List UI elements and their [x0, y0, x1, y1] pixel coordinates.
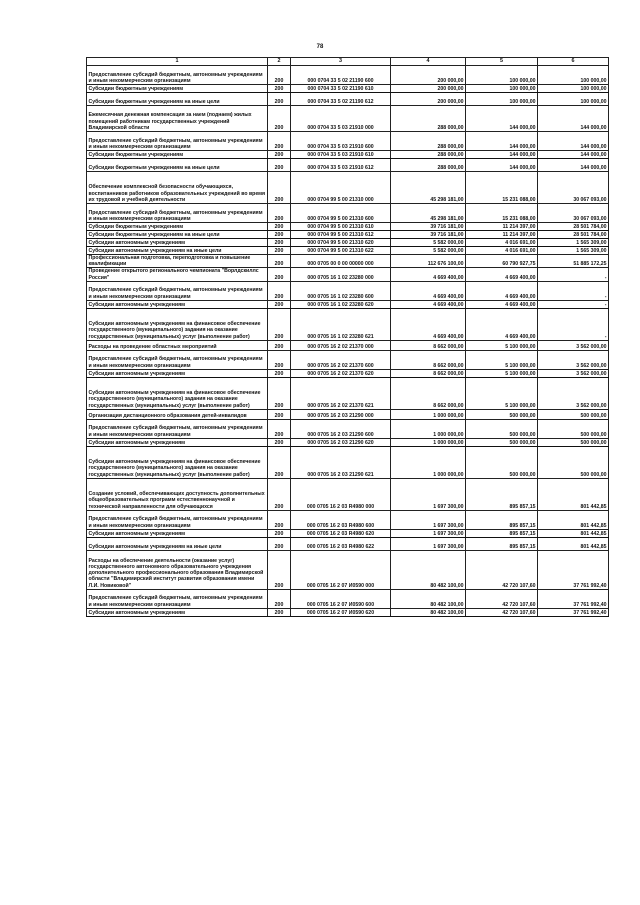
row-code: 200 — [268, 281, 291, 300]
row-value-col6: 500 000,00 — [538, 409, 609, 419]
row-value-col5: 100 000,00 — [466, 66, 538, 85]
row-value-col6: 3 562 000,00 — [538, 369, 609, 377]
row-code: 200 — [268, 608, 291, 616]
table-row — [87, 608, 609, 616]
row-value-col5: 500 000,00 — [466, 409, 538, 419]
row-value-col5: 42 720 107,60 — [466, 608, 538, 616]
row-kbk: 000 0704 33 5 03 21910 000 — [291, 106, 391, 132]
row-kbk: 000 0704 99 5 00 21310 000 — [291, 172, 391, 204]
row-name: Субсидии бюджетным учреждениям — [87, 223, 268, 231]
table-row — [87, 85, 609, 93]
row-code: 200 — [268, 159, 291, 172]
row-value-col4: 4 669 400,00 — [391, 300, 466, 308]
row-kbk: 000 0705 16 1 02 23280 600 — [291, 281, 391, 300]
row-value-col4: 200 000,00 — [391, 85, 466, 93]
column-header: 1 — [87, 58, 268, 66]
row-code: 200 — [268, 589, 291, 608]
row-code: 200 — [268, 308, 291, 340]
row-value-col4: 200 000,00 — [391, 66, 466, 85]
row-kbk: 000 0705 16 1 02 23280 000 — [291, 268, 391, 281]
row-value-col4: 288 000,00 — [391, 151, 466, 159]
row-value-col4: 80 482 100,00 — [391, 589, 466, 608]
row-value-col6: 500 000,00 — [538, 446, 609, 478]
page-number: 78 — [316, 44, 324, 50]
row-value-col5: 5 100 000,00 — [466, 377, 538, 409]
row-value-col5: 100 000,00 — [466, 85, 538, 93]
row-value-col6: 30 067 093,00 — [538, 204, 609, 223]
row-name: Расходы на обеспечение деятельности (оказание услуг) государственного автономного образовательного учреждения дополнительного профессионального образования Владимирской области "Владимирский институт развития образования имени Л.И. Новиковой" — [87, 550, 268, 589]
row-value-col6: 3 562 000,00 — [538, 377, 609, 409]
table-row — [87, 550, 609, 589]
table-row — [87, 223, 609, 231]
row-value-col6: 37 761 992,40 — [538, 608, 609, 616]
row-value-col6: 3 562 000,00 — [538, 350, 609, 369]
row-kbk: 000 0704 33 5 03 21910 612 — [291, 159, 391, 172]
row-value-col5: 5 100 000,00 — [466, 340, 538, 350]
row-value-col6: 801 442,85 — [538, 537, 609, 550]
row-name: Субсидии бюджетным учреждениям на иные цели — [87, 159, 268, 172]
table-row — [87, 377, 609, 409]
row-name: Ежемесячная денежная компенсация за наем (поднаем) жилых помещений работникам государственных учреждений Владимирской области — [87, 106, 268, 132]
table-row — [87, 300, 609, 308]
row-value-col4: 80 482 100,00 — [391, 550, 466, 589]
column-header: 4 — [391, 58, 466, 66]
row-value-col6: - — [538, 300, 609, 308]
row-name: Субсидии автономным учреждениям на иные цели — [87, 537, 268, 550]
row-value-col5: 5 100 000,00 — [466, 350, 538, 369]
row-value-col4: 8 662 000,00 — [391, 369, 466, 377]
table-row — [87, 268, 609, 281]
row-code: 200 — [268, 151, 291, 159]
table-row — [87, 204, 609, 223]
row-name: Предоставление субсидий бюджетным, автономным учреждениям и иным некоммерческим организациям — [87, 204, 268, 223]
budget-table — [86, 57, 609, 617]
row-code: 200 — [268, 255, 291, 268]
row-value-col4: 112 676 100,00 — [391, 255, 466, 268]
row-value-col4: 1 000 000,00 — [391, 446, 466, 478]
row-value-col5: 60 790 927,75 — [466, 255, 538, 268]
table-row — [87, 537, 609, 550]
row-kbk: 000 0704 33 5 03 21910 600 — [291, 132, 391, 151]
row-value-col5: 895 857,15 — [466, 478, 538, 510]
row-value-col4: 4 669 400,00 — [391, 308, 466, 340]
row-kbk: 000 0704 99 5 00 21310 620 — [291, 239, 391, 247]
table-row — [87, 369, 609, 377]
row-code: 200 — [268, 231, 291, 239]
row-kbk: 000 0705 16 2 02 21370 620 — [291, 369, 391, 377]
row-value-col6: 28 501 784,00 — [538, 231, 609, 239]
row-value-col5: 4 016 691,00 — [466, 247, 538, 255]
row-value-col4: 288 000,00 — [391, 132, 466, 151]
table-row — [87, 66, 609, 85]
row-name: Субсидии автономным учреждениям — [87, 300, 268, 308]
row-code: 200 — [268, 377, 291, 409]
row-value-col6: 37 761 992,40 — [538, 589, 609, 608]
table-body — [87, 66, 609, 617]
table-row — [87, 589, 609, 608]
row-code: 200 — [268, 239, 291, 247]
table-row — [87, 255, 609, 268]
row-value-col4: 45 298 181,00 — [391, 204, 466, 223]
row-value-col4: 1 000 000,00 — [391, 419, 466, 438]
row-value-col6: 28 501 784,00 — [538, 223, 609, 231]
column-header: 6 — [538, 58, 609, 66]
row-value-col6: 144 000,00 — [538, 132, 609, 151]
row-value-col6: 801 442,85 — [538, 510, 609, 529]
row-name: Предоставление субсидий бюджетным, автономным учреждениям и иным некоммерческим организациям — [87, 66, 268, 85]
row-kbk: 000 0705 16 2 07 И0590 620 — [291, 608, 391, 616]
row-code: 200 — [268, 247, 291, 255]
row-value-col5: 144 000,00 — [466, 159, 538, 172]
row-name: Предоставление субсидий бюджетным, автономным учреждениям и иным некоммерческим организациям — [87, 132, 268, 151]
row-code: 200 — [268, 204, 291, 223]
row-code: 200 — [268, 66, 291, 85]
row-value-col5: 500 000,00 — [466, 419, 538, 438]
row-value-col4: 1 000 000,00 — [391, 409, 466, 419]
row-value-col4: 1 697 300,00 — [391, 478, 466, 510]
row-value-col5: 42 720 107,60 — [466, 550, 538, 589]
table-row — [87, 510, 609, 529]
row-value-col6: 30 067 093,00 — [538, 172, 609, 204]
row-kbk: 000 0704 99 5 00 21310 610 — [291, 223, 391, 231]
row-code: 200 — [268, 537, 291, 550]
row-value-col6: - — [538, 308, 609, 340]
row-code: 200 — [268, 132, 291, 151]
row-kbk: 000 0705 16 2 03 R4980 600 — [291, 510, 391, 529]
row-value-col5: 100 000,00 — [466, 93, 538, 106]
row-code: 200 — [268, 172, 291, 204]
row-name: Предоставление субсидий бюджетным, автономным учреждениям и иным некоммерческим организациям — [87, 350, 268, 369]
row-value-col4: 8 662 000,00 — [391, 350, 466, 369]
row-value-col6: 37 761 992,40 — [538, 550, 609, 589]
row-value-col6: 801 442,85 — [538, 478, 609, 510]
row-value-col6: 801 442,85 — [538, 529, 609, 537]
row-value-col4: 39 716 181,00 — [391, 223, 466, 231]
row-value-col4: 288 000,00 — [391, 106, 466, 132]
row-name: Субсидии автономным учреждениям — [87, 529, 268, 537]
row-name: Профессиональная подготовка, переподготовка и повышение квалификации — [87, 255, 268, 268]
row-name: Субсидии автономным учреждениям — [87, 608, 268, 616]
row-name: Обеспечение комплексной безопасности обучающихся, воспитанников работников образовательных учреждений во время их трудовой и учебной деятельности — [87, 172, 268, 204]
table-row — [87, 308, 609, 340]
row-value-col6: 51 885 172,25 — [538, 255, 609, 268]
row-value-col4: 39 716 181,00 — [391, 231, 466, 239]
row-code: 200 — [268, 438, 291, 446]
row-value-col5: 4 669 400,00 — [466, 281, 538, 300]
row-value-col4: 8 662 000,00 — [391, 377, 466, 409]
row-code: 200 — [268, 93, 291, 106]
row-value-col5: 42 720 107,60 — [466, 589, 538, 608]
row-name: Расходы на проведение областных мероприятий — [87, 340, 268, 350]
row-kbk: 000 0705 16 2 03 21290 600 — [291, 419, 391, 438]
row-value-col5: 895 857,15 — [466, 510, 538, 529]
table-row — [87, 419, 609, 438]
row-value-col6: 1 565 309,00 — [538, 247, 609, 255]
row-kbk: 000 0705 16 1 02 23280 620 — [291, 300, 391, 308]
row-name: Субсидии автономным учреждениям на финансовое обеспечение государственного (муниципального) задания на оказание государственных (муниципальных) услуг (выполнение работ) — [87, 446, 268, 478]
row-value-col6: 144 000,00 — [538, 159, 609, 172]
column-header: 2 — [268, 58, 291, 66]
row-kbk: 000 0705 16 2 02 21370 600 — [291, 350, 391, 369]
table-row — [87, 231, 609, 239]
row-kbk: 000 0705 16 2 02 21370 621 — [291, 377, 391, 409]
row-code: 200 — [268, 550, 291, 589]
row-name: Предоставление субсидий бюджетным, автономным учреждениям и иным некоммерческим организациям — [87, 281, 268, 300]
row-value-col5: 500 000,00 — [466, 446, 538, 478]
row-kbk: 000 0705 16 2 03 R4980 620 — [291, 529, 391, 537]
row-kbk: 000 0704 33 5 02 21190 610 — [291, 85, 391, 93]
row-value-col6: 1 565 309,00 — [538, 239, 609, 247]
row-name: Субсидии автономным учреждениям на финансовое обеспечение государственного (муниципального) задания на оказание государственных (муниципальных) услуг (выполнение работ) — [87, 377, 268, 409]
row-kbk: 000 0705 16 2 03 21290 620 — [291, 438, 391, 446]
row-value-col5: 144 000,00 — [466, 106, 538, 132]
row-code: 200 — [268, 223, 291, 231]
row-value-col6: 100 000,00 — [538, 93, 609, 106]
row-value-col5: 4 669 400,00 — [466, 268, 538, 281]
row-value-col5: 15 231 088,00 — [466, 204, 538, 223]
row-value-col5: 144 000,00 — [466, 132, 538, 151]
row-value-col6: 500 000,00 — [538, 419, 609, 438]
table-row — [87, 340, 609, 350]
row-name: Субсидии бюджетным учреждениям — [87, 85, 268, 93]
table-row — [87, 93, 609, 106]
row-value-col4: 80 482 100,00 — [391, 608, 466, 616]
row-code: 200 — [268, 268, 291, 281]
row-code: 200 — [268, 106, 291, 132]
row-value-col4: 1 000 000,00 — [391, 438, 466, 446]
row-value-col5: 11 214 397,00 — [466, 223, 538, 231]
row-name: Предоставление субсидий бюджетным, автономным учреждениям и иным некоммерческим организациям — [87, 589, 268, 608]
table-row — [87, 172, 609, 204]
row-kbk: 000 0705 16 1 02 23280 621 — [291, 308, 391, 340]
row-kbk: 000 0704 33 5 03 21910 610 — [291, 151, 391, 159]
row-value-col5: 895 857,15 — [466, 537, 538, 550]
row-value-col6: - — [538, 268, 609, 281]
row-value-col4: 288 000,00 — [391, 159, 466, 172]
row-value-col4: 1 697 300,00 — [391, 537, 466, 550]
row-code: 200 — [268, 369, 291, 377]
row-value-col6: 3 562 000,00 — [538, 340, 609, 350]
row-name: Субсидии автономным учреждениям — [87, 369, 268, 377]
row-value-col4: 4 669 400,00 — [391, 268, 466, 281]
row-kbk: 000 0705 16 2 07 И0590 600 — [291, 589, 391, 608]
table-row — [87, 409, 609, 419]
row-name: Предоставление субсидий бюджетным, автономным учреждениям и иным некоммерческим организациям — [87, 419, 268, 438]
row-kbk: 000 0704 33 5 02 21190 600 — [291, 66, 391, 85]
row-kbk: 000 0704 99 5 00 21310 600 — [291, 204, 391, 223]
row-code: 200 — [268, 478, 291, 510]
row-value-col5: 144 000,00 — [466, 151, 538, 159]
row-value-col6: 144 000,00 — [538, 151, 609, 159]
table-row — [87, 350, 609, 369]
column-header: 5 — [466, 58, 538, 66]
row-value-col4: 45 298 181,00 — [391, 172, 466, 204]
row-kbk: 000 0705 16 2 03 21290 621 — [291, 446, 391, 478]
table-row — [87, 159, 609, 172]
row-kbk: 000 0705 16 2 03 R4980 622 — [291, 537, 391, 550]
row-value-col5: 11 214 397,00 — [466, 231, 538, 239]
column-header: 3 — [291, 58, 391, 66]
row-value-col4: 5 582 000,00 — [391, 247, 466, 255]
row-code: 200 — [268, 510, 291, 529]
row-kbk: 000 0704 99 5 00 21310 612 — [291, 231, 391, 239]
table-row — [87, 438, 609, 446]
row-name: Организация дистанционного образования детей-инвалидов — [87, 409, 268, 419]
row-value-col5: 4 016 691,00 — [466, 239, 538, 247]
row-name: Проведение открытого регионального чемпионата "Ворлдскиллс Россия" — [87, 268, 268, 281]
row-value-col6: - — [538, 281, 609, 300]
row-code: 200 — [268, 350, 291, 369]
row-value-col4: 1 697 300,00 — [391, 529, 466, 537]
row-value-col6: 500 000,00 — [538, 438, 609, 446]
row-code: 200 — [268, 300, 291, 308]
row-name: Субсидии бюджетным учреждениям на иные цели — [87, 93, 268, 106]
row-value-col5: 4 669 400,00 — [466, 300, 538, 308]
row-value-col6: 100 000,00 — [538, 85, 609, 93]
row-kbk: 000 0705 00 0 00 00000 000 — [291, 255, 391, 268]
table-row — [87, 239, 609, 247]
row-value-col4: 5 582 000,00 — [391, 239, 466, 247]
row-kbk: 000 0704 33 5 02 21190 612 — [291, 93, 391, 106]
row-value-col4: 4 669 400,00 — [391, 281, 466, 300]
row-value-col4: 200 000,00 — [391, 93, 466, 106]
table-row — [87, 106, 609, 132]
row-kbk: 000 0704 99 5 00 21310 622 — [291, 247, 391, 255]
row-kbk: 000 0705 16 2 03 21290 000 — [291, 409, 391, 419]
row-name: Субсидии автономным учреждениям — [87, 239, 268, 247]
table-row — [87, 529, 609, 537]
row-code: 200 — [268, 529, 291, 537]
row-code: 200 — [268, 85, 291, 93]
row-value-col5: 15 231 088,00 — [466, 172, 538, 204]
row-value-col4: 1 697 300,00 — [391, 510, 466, 529]
row-value-col4: 8 662 000,00 — [391, 340, 466, 350]
table-row — [87, 132, 609, 151]
row-name: Субсидии автономным учреждениям — [87, 438, 268, 446]
row-kbk: 000 0705 16 2 03 R4980 000 — [291, 478, 391, 510]
row-kbk: 000 0705 16 2 07 И0590 000 — [291, 550, 391, 589]
row-value-col6: 100 000,00 — [538, 66, 609, 85]
row-name: Субсидии бюджетным учреждениям на иные цели — [87, 231, 268, 239]
table-row — [87, 281, 609, 300]
table-row — [87, 151, 609, 159]
row-code: 200 — [268, 340, 291, 350]
row-name: Создание условий, обеспечивающих доступность дополнительных общеобразовательных программ естественнонаучной и технической направленности для обучающихся — [87, 478, 268, 510]
row-value-col5: 895 857,15 — [466, 529, 538, 537]
row-value-col5: 500 000,00 — [466, 438, 538, 446]
table-row — [87, 478, 609, 510]
row-name: Субсидии автономным учреждениям на иные цели — [87, 247, 268, 255]
row-name: Субсидии бюджетным учреждениям — [87, 151, 268, 159]
row-value-col5: 5 100 000,00 — [466, 369, 538, 377]
row-name: Предоставление субсидий бюджетным, автономным учреждениям и иным некоммерческим организациям — [87, 510, 268, 529]
table-row — [87, 247, 609, 255]
row-kbk: 000 0705 16 2 02 21370 000 — [291, 340, 391, 350]
table-row — [87, 446, 609, 478]
row-value-col6: 144 000,00 — [538, 106, 609, 132]
row-code: 200 — [268, 419, 291, 438]
row-value-col5: 4 669 400,00 — [466, 308, 538, 340]
row-code: 200 — [268, 446, 291, 478]
table-header-row — [87, 58, 609, 66]
row-code: 200 — [268, 409, 291, 419]
row-name: Субсидии автономным учреждениям на финансовое обеспечение государственного (муниципального) задания на оказание государственных (муниципальных) услуг (выполнение работ) — [87, 308, 268, 340]
